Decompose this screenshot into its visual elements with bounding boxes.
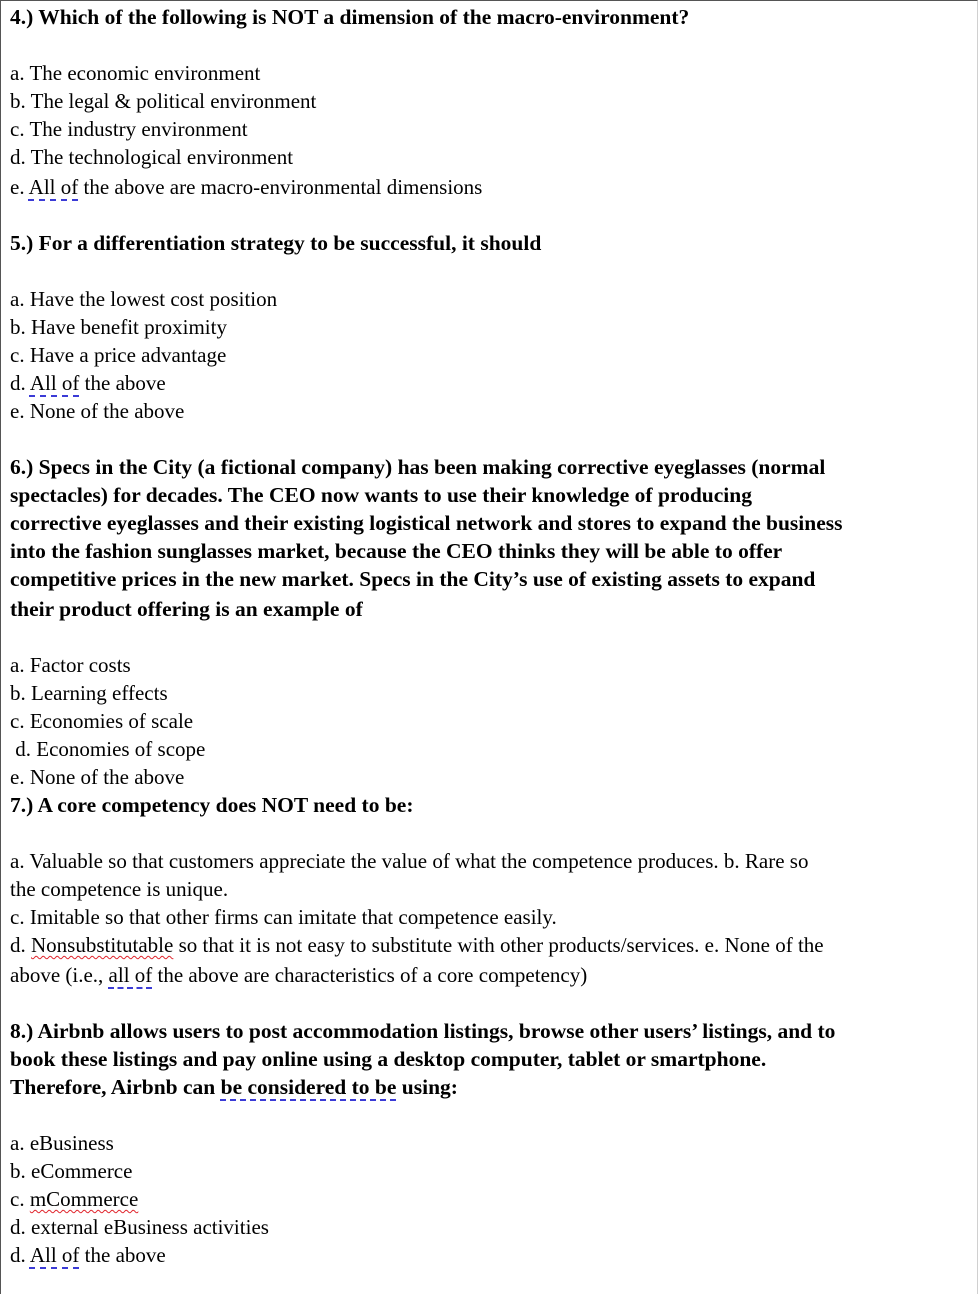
question-6-line-2: spectacles) for decades. The CEO now wants to use their knowledge of producing	[10, 483, 752, 507]
grammar-underline: All of	[29, 1243, 80, 1267]
q4-option-a: a. The economic environment	[10, 61, 261, 85]
q4-option-b: b. The legal & political environment	[10, 89, 317, 113]
q5-option-b: b. Have benefit proximity	[10, 315, 227, 339]
q4-option-c: c. The industry environment	[10, 117, 248, 141]
q8-option-a: a. eBusiness	[10, 1131, 114, 1155]
q4-option-d: d. The technological environment	[10, 145, 294, 169]
question-6-line-6: their product offering is an example of	[10, 597, 363, 621]
grammar-underline: All of	[29, 371, 80, 395]
spelling-underline: mCommerce	[29, 1187, 139, 1211]
q8-option-c: c. mCommerce	[10, 1187, 139, 1211]
q5-option-d: d. All of the above	[10, 371, 166, 395]
q5-option-c: c. Have a price advantage	[10, 343, 227, 367]
q7-option-line-5: above (i.e., all of the above are characteristics of a core competency)	[10, 963, 588, 987]
q5-option-e: e. None of the above	[10, 399, 185, 423]
q6-option-b: b. Learning effects	[10, 681, 168, 705]
question-6-line-1: 6.) Specs in the City (a fictional company) has been making corrective eyeglasses (normal	[10, 455, 826, 479]
q6-option-d: d. Economies of scope	[10, 737, 206, 761]
q8-option-d: d. external eBusiness activities	[10, 1215, 269, 1239]
question-6-line-5: competitive prices in the new market. Specs in the City’s use of existing assets to expand	[10, 567, 816, 591]
question-5-title: 5.) For a differentiation strategy to be successful, it should	[10, 231, 542, 255]
spelling-underline: Nonsubstitutable	[31, 933, 174, 957]
question-8-line-3: Therefore, Airbnb can be considered to be using:	[10, 1075, 458, 1099]
question-8-line-2: book these listings and pay online using a desktop computer, tablet or smartphone.	[10, 1047, 767, 1071]
q7-option-line-2: the competence is unique.	[10, 877, 229, 901]
q8-option-b: b. eCommerce	[10, 1159, 133, 1183]
q7-option-line-3: c. Imitable so that other firms can imitate that competence easily.	[10, 905, 557, 929]
q5-option-a: a. Have the lowest cost position	[10, 287, 278, 311]
grammar-underline: all of	[108, 963, 153, 987]
q7-option-line-4: d. Nonsubstitutable so that it is not easy to substitute with other products/services. e. None of the	[10, 933, 824, 957]
q4-option-e: e. All of the above are macro-environmental dimensions	[10, 175, 483, 199]
grammar-underline: be considered to be	[220, 1075, 397, 1099]
q7-option-line-1: a. Valuable so that customers appreciate the value of what the competence produces. b. Rare so	[10, 849, 809, 873]
question-8-line-1: 8.) Airbnb allows users to post accommodation listings, browse other users’ listings, and to	[10, 1019, 836, 1043]
question-4-title: 4.) Which of the following is NOT a dimension of the macro-environment?	[10, 5, 690, 29]
q6-option-c: c. Economies of scale	[10, 709, 194, 733]
q6-option-a: a. Factor costs	[10, 653, 131, 677]
question-6-line-3: corrective eyeglasses and their existing logistical network and stores to expand the business	[10, 511, 843, 535]
grammar-underline: All of	[28, 175, 79, 199]
q6-option-e: e. None of the above	[10, 765, 185, 789]
question-7-title: 7.) A core competency does NOT need to be:	[10, 793, 414, 817]
q8-option-d-all: d. All of the above	[10, 1243, 166, 1267]
question-6-line-4: into the fashion sunglasses market, because the CEO thinks they will be able to offer	[10, 539, 783, 563]
